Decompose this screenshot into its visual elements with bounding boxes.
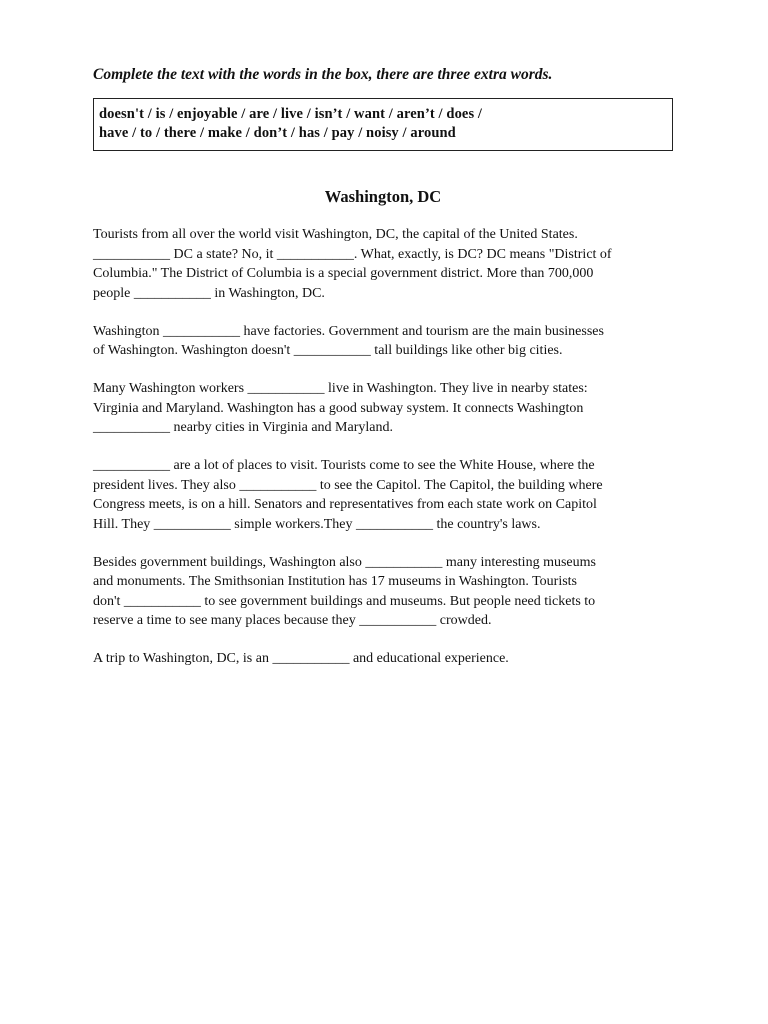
paragraph-line: Many Washington workers ___________ live in Washington. They live in nearby states: [93, 381, 588, 396]
document-title: Washington, DC [324, 187, 442, 206]
paragraph-line: Columbia." The District of Columbia is a special government district. More than 700,000 [93, 266, 594, 281]
paragraph-line: Hill. They ___________ simple workers.They ___________ the country's laws. [93, 516, 541, 532]
paragraph-line: ___________ are a lot of places to visit. Tourists come to see the White House, where the [93, 458, 595, 473]
paragraph-line: Virginia and Maryland. Washington has a good subway system. It connects Washington [93, 400, 584, 416]
passage [93, 225, 673, 669]
paragraph-line: president lives. They also ___________ to see the Capitol. The Capitol, the building where [93, 477, 603, 493]
paragraph-line: ___________ DC a state? No, it ___________. What, exactly, is DC? DC means "District of [93, 246, 612, 262]
word-box-line-1: doesn't / is / enjoyable / are / live / isn’t / want / aren’t / does / [99, 106, 483, 122]
paragraph-2 [93, 322, 673, 361]
word-box [93, 98, 673, 151]
paragraph-line: A trip to Washington, DC, is an ___________ and educational experience. [93, 651, 509, 666]
paragraph-1 [93, 225, 673, 303]
word-box-line-2: have / to / there / make / don’t / has / pay / noisy / around [99, 125, 456, 141]
paragraph-3 [93, 379, 673, 438]
paragraph-4 [93, 456, 673, 534]
paragraph-6 [93, 649, 673, 669]
paragraph-line: Besides government buildings, Washington also ___________ many interesting museums [93, 554, 596, 570]
paragraph-5 [93, 553, 673, 631]
paragraph-line: Washington ___________ have factories. Government and tourism are the main businesses [93, 323, 604, 339]
paragraph-line: and monuments. The Smithsonian Institution has 17 museums in Washington. Tourists [93, 574, 578, 589]
paragraph-line: don't ___________ to see government buildings and museums. But people need tickets to [93, 593, 596, 609]
paragraph-line: Congress meets, is on a hill. Senators and representatives from each state work on Capitol [93, 497, 597, 512]
paragraph-line: ___________ nearby cities in Virginia and Maryland. [93, 420, 393, 435]
instructions: Complete the text with the words in the box, there are three extra words. [93, 66, 553, 83]
worksheet-page [93, 66, 673, 687]
paragraph-line: Tourists from all over the world visit Washington, DC, the capital of the United States. [93, 227, 578, 242]
paragraph-line: people ___________ in Washington, DC. [93, 285, 325, 301]
paragraph-line: of Washington. Washington doesn't ___________ tall buildings like other big cities. [93, 343, 563, 358]
paragraph-line: reserve a time to see many places because they ___________ crowded. [93, 613, 492, 628]
